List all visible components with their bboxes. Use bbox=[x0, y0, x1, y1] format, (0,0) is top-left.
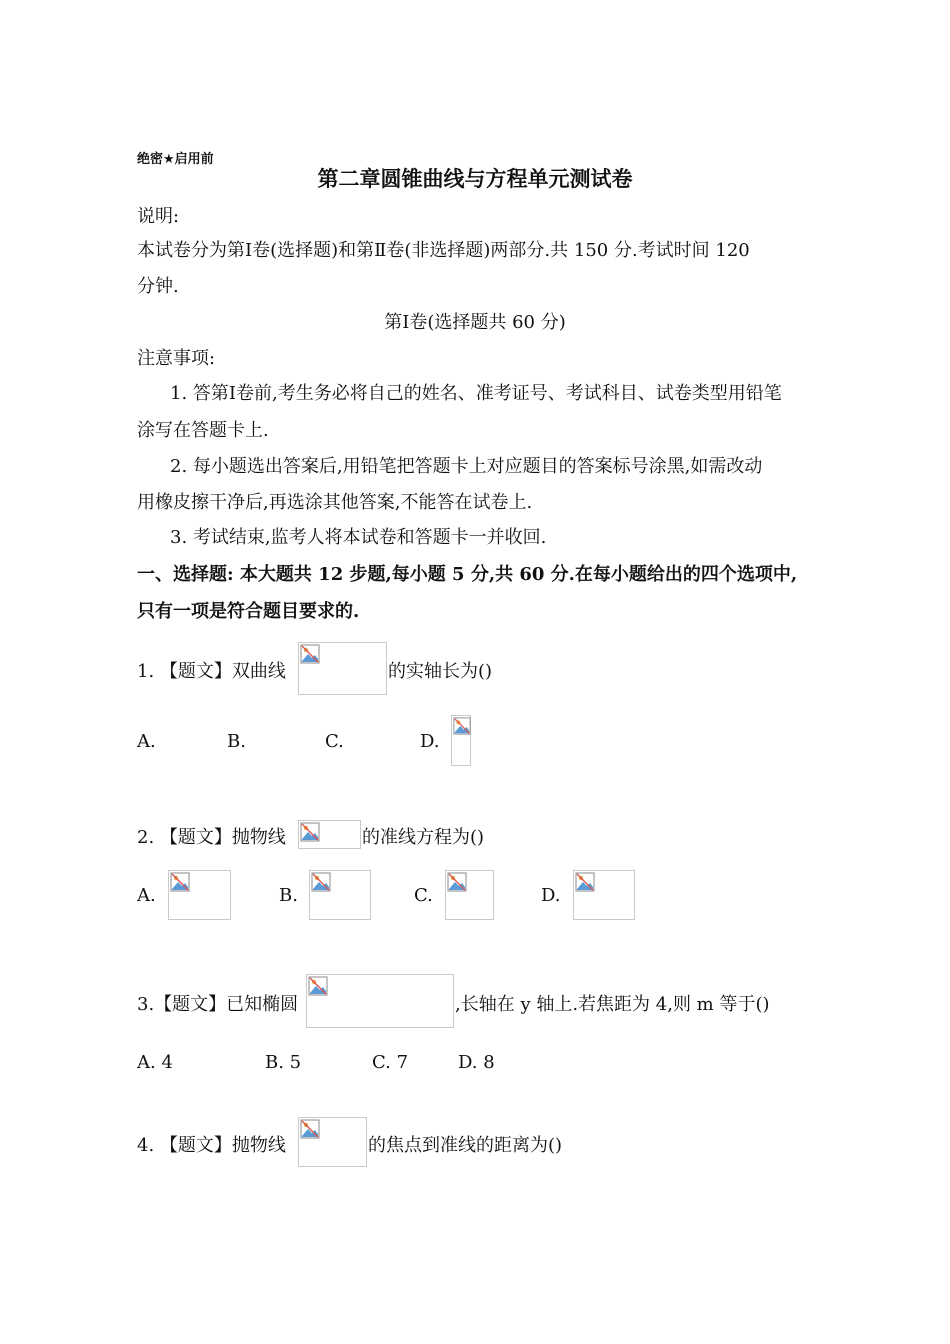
intro-label: 说明: bbox=[137, 206, 180, 227]
q1-option-d-image bbox=[451, 715, 471, 766]
question-1-prefix: 1. 【题文】双曲线 bbox=[137, 661, 286, 682]
q2-option-a: A. bbox=[137, 885, 156, 906]
q1-option-c: C. bbox=[325, 731, 344, 752]
broken-image-icon bbox=[453, 717, 471, 735]
question-2-prefix: 2. 【题文】抛物线 bbox=[137, 827, 286, 848]
note-1-line-2: 涂写在答题卡上. bbox=[137, 420, 269, 441]
question-4-prefix: 4. 【题文】抛物线 bbox=[137, 1135, 286, 1156]
broken-image-icon bbox=[311, 872, 331, 892]
q3-option-a: A. 4 bbox=[137, 1052, 173, 1073]
question-3-prefix: 3.【题文】已知椭圆 bbox=[137, 994, 299, 1015]
q2-option-d-image bbox=[573, 870, 635, 920]
intro-line-1: 本试卷分为第Ⅰ卷(选择题)和第Ⅱ卷(非选择题)两部分.共 150 分.考试时间 120 bbox=[137, 240, 750, 261]
note-2-line-1: 2. 每小题选出答案后,用铅笔把答题卡上对应题目的答案标号涂黑,如需改动 bbox=[170, 456, 763, 477]
question-3-formula-image bbox=[306, 974, 454, 1028]
q1-option-a: A. bbox=[137, 731, 156, 752]
question-2-formula-image bbox=[298, 820, 361, 849]
broken-image-icon bbox=[300, 644, 320, 664]
q2-option-b-image bbox=[309, 870, 371, 920]
intro-line-2: 分钟. bbox=[137, 276, 179, 297]
broken-image-icon bbox=[170, 872, 190, 892]
q3-option-c: C. 7 bbox=[372, 1052, 409, 1073]
question-4-formula-image bbox=[298, 1117, 367, 1167]
note-3: 3. 考试结束,监考人将本试卷和答题卡一并收回. bbox=[170, 527, 547, 548]
question-1-formula-image bbox=[298, 642, 387, 695]
broken-image-icon bbox=[300, 822, 320, 842]
question-1-suffix: 的实轴长为() bbox=[388, 661, 493, 682]
q1-option-b: B. bbox=[227, 731, 246, 752]
secret-label: 绝密★启用前 bbox=[137, 152, 214, 167]
q2-option-c: C. bbox=[414, 885, 433, 906]
q2-option-a-image bbox=[168, 870, 231, 920]
broken-image-icon bbox=[308, 976, 328, 996]
broken-image-icon bbox=[300, 1119, 320, 1139]
part1-heading: 第Ⅰ卷(选择题共 60 分) bbox=[384, 312, 566, 333]
q2-option-b: B. bbox=[279, 885, 298, 906]
section1-line-2: 只有一项是符合题目要求的. bbox=[137, 601, 360, 622]
q2-option-d: D. bbox=[541, 885, 561, 906]
broken-image-icon bbox=[447, 872, 467, 892]
q2-option-c-image bbox=[445, 870, 494, 920]
notes-label: 注意事项: bbox=[137, 348, 216, 369]
section1-line-1: 一、选择题: 本大题共 12 步题,每小题 5 分,共 60 分.在每小题给出的四个选项中, bbox=[137, 564, 798, 585]
question-2-suffix: 的准线方程为() bbox=[362, 827, 485, 848]
broken-image-icon bbox=[575, 872, 595, 892]
q1-option-d: D. bbox=[420, 731, 440, 752]
note-2-line-2: 用橡皮擦干净后,再选涂其他答案,不能答在试卷上. bbox=[137, 492, 533, 513]
note-1-line-1: 1. 答第Ⅰ卷前,考生务必将自己的姓名、准考证号、考试科目、试卷类型用铅笔 bbox=[170, 383, 782, 404]
question-3-suffix: ,长轴在 y 轴上.若焦距为 4,则 m 等于() bbox=[455, 994, 770, 1015]
q3-option-b: B. 5 bbox=[265, 1052, 302, 1073]
page-title: 第二章圆锥曲线与方程单元测试卷 bbox=[317, 166, 633, 191]
question-4-suffix: 的焦点到准线的距离为() bbox=[368, 1135, 563, 1156]
q3-option-d: D. 8 bbox=[458, 1052, 495, 1073]
